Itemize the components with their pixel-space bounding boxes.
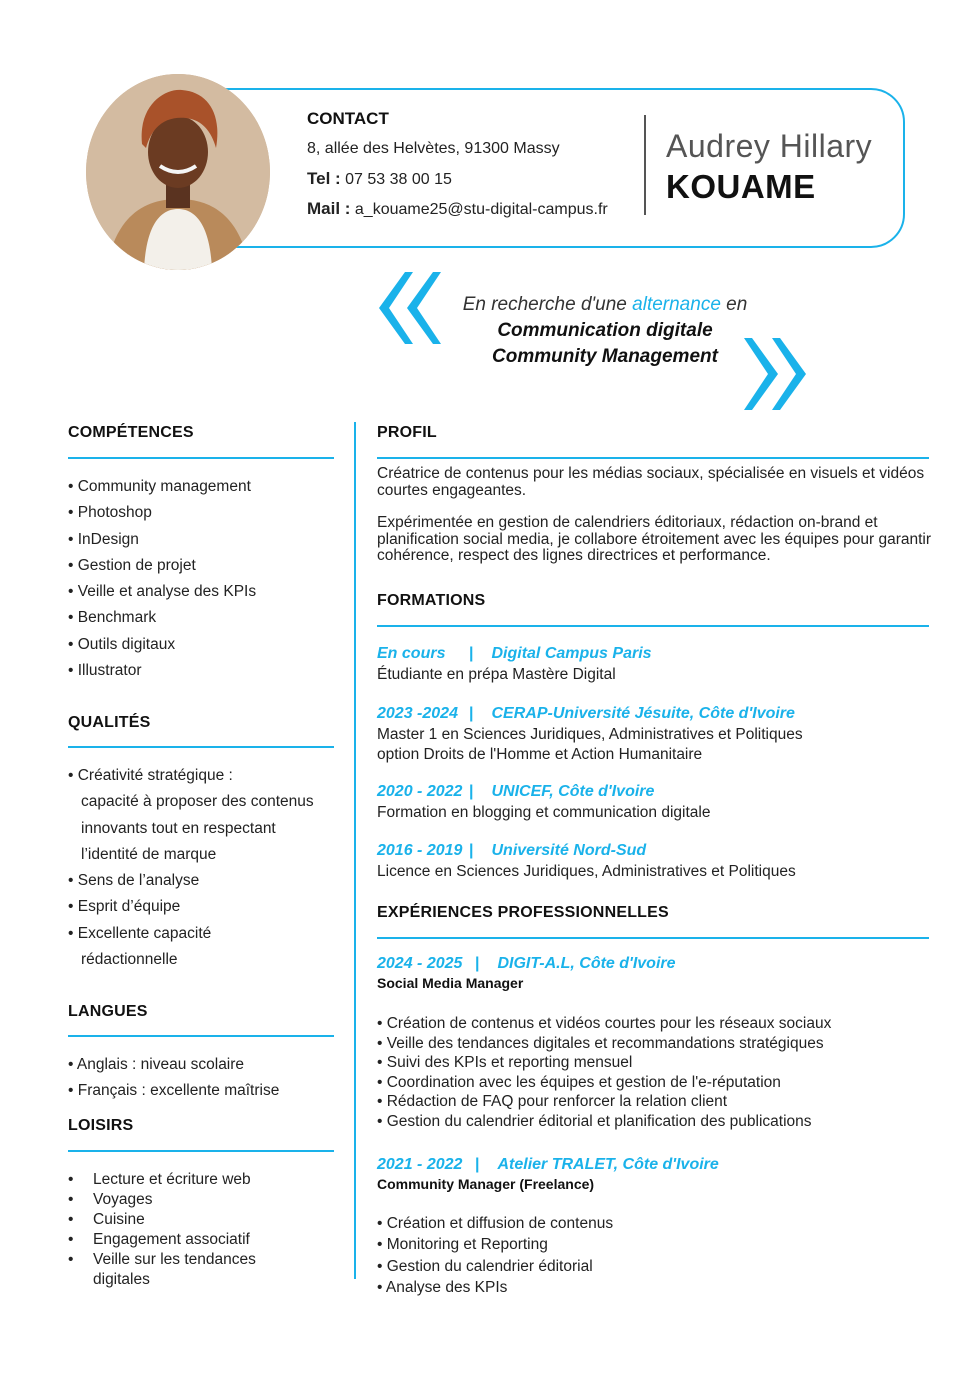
quote-accent: alternance <box>632 294 721 315</box>
section-rule <box>377 457 929 459</box>
profil-paragraph-1: Créatrice de contenus pour les médias sociaux, spécialisée en visuels et vidéos courtes engageantes. <box>377 465 925 499</box>
loisirs-list <box>68 1170 348 1290</box>
formation-line: option Droits de l'Homme et Action Humanitaire <box>377 746 703 763</box>
list-item-continuation: rédactionnelle <box>81 951 178 969</box>
list-item: • Création et diffusion de contenus <box>377 1213 613 1234</box>
quote-line-1 <box>400 294 810 316</box>
section-rule <box>68 1035 334 1037</box>
list-item: • Esprit d’équipe <box>68 894 348 920</box>
formation-head: En cours | Digital Campus Paris <box>377 645 652 662</box>
experience-date: 2021 - 2022 <box>377 1156 463 1173</box>
list-item: • Suivi des KPIs et reporting mensuel <box>377 1053 831 1073</box>
section-rule <box>68 746 334 748</box>
list-item: • Community management <box>68 474 348 500</box>
column-divider <box>354 422 356 1279</box>
list-item: • Gestion du calendrier éditorial <box>377 1256 613 1277</box>
contact-address: 8, allée des Helvètes, 91300 Massy <box>307 140 560 157</box>
experience-company: Atelier TRALET, Côte d'Ivoire <box>497 1156 719 1173</box>
quote-line-3: Community Management <box>492 346 718 367</box>
competences-title: COMPÉTENCES <box>68 424 194 441</box>
list-item: • Illustrator <box>68 658 348 684</box>
formation-school: CERAP-Université Jésuite, Côte d'Ivoire <box>491 705 795 722</box>
formation-school: UNICEF, Côte d'Ivoire <box>491 783 655 800</box>
contact-phone <box>307 169 452 189</box>
list-item: • Sens de l’analyse <box>68 868 348 894</box>
experiences-title: EXPÉRIENCES PROFESSIONNELLES <box>377 904 669 921</box>
list-item: • Créativité stratégique : <box>68 763 348 789</box>
list-item: • Photoshop <box>68 500 348 526</box>
list-item: • Gestion du calendrier éditorial et planification des publications <box>377 1112 831 1132</box>
list-item: • Outils digitaux <box>68 632 348 658</box>
experience-bullets <box>377 1014 831 1132</box>
quote-line-2: Communication digitale <box>497 320 713 341</box>
list-item: • Engagement associatif <box>68 1230 348 1250</box>
experience-date: 2024 - 2025 <box>377 955 463 972</box>
mail-value[interactable]: a_kouame25@stu-digital-campus.fr <box>354 201 608 218</box>
experience-role: Social Media Manager <box>377 975 524 991</box>
experience-head: 2021 - 2022 | Atelier TRALET, Côte d'Ivoire <box>377 1156 719 1173</box>
list-item: • Monitoring et Reporting <box>377 1234 613 1255</box>
formation-head: 2023 -2024 | CERAP-Université Jésuite, Côte d'Ivoire <box>377 705 795 722</box>
formations-title: FORMATIONS <box>377 592 486 609</box>
list-item: • Cuisine <box>68 1210 348 1230</box>
list-item: • Gestion de projet <box>68 553 348 579</box>
list-item: • Français : excellente maîtrise <box>68 1078 348 1104</box>
formation-line: Licence en Sciences Juridiques, Administratives et Politiques <box>377 863 796 880</box>
list-item: • Veille et analyse des KPIs <box>68 579 348 605</box>
qualites-title: QUALITÉS <box>68 714 151 731</box>
mail-label: Mail : <box>307 199 351 218</box>
list-item: • Anglais : niveau scolaire <box>68 1052 348 1078</box>
langues-list <box>68 1052 348 1105</box>
section-rule <box>377 937 929 939</box>
profil-paragraph-2: Expérimentée en gestion de calendriers éditoriaux, rédaction on-brand et planification social media, je collabore étroitement avec les équipes pour garantir cohérence, respect des lignes directrices et performance. <box>377 514 932 564</box>
last-name: KOUAME <box>666 168 816 205</box>
list-item: • Coordination avec les équipes et gestion de l'e-réputation <box>377 1073 831 1093</box>
formation-line: Master 1 en Sciences Juridiques, Administratives et Politiques <box>377 726 803 743</box>
first-name: Audrey Hillary <box>666 128 873 164</box>
quote-text: En recherche d'une <box>462 294 633 315</box>
profile-photo <box>86 74 270 270</box>
formation-date: 2020 - 2022 <box>377 783 463 800</box>
contact-mail <box>307 199 608 219</box>
formation-school: Digital Campus Paris <box>491 645 652 662</box>
formation-head: 2016 - 2019 | Université Nord-Sud <box>377 842 647 859</box>
experience-company: DIGIT-A.L, Côte d'Ivoire <box>497 955 676 972</box>
experience-head: 2024 - 2025 | DIGIT-A.L, Côte d'Ivoire <box>377 955 676 972</box>
quote-text: en <box>720 294 748 315</box>
list-item: • Lecture et écriture web <box>68 1170 348 1190</box>
formation-date: 2016 - 2019 <box>377 842 463 859</box>
experience-bullets <box>377 1213 613 1298</box>
phone-value[interactable]: 07 53 38 00 15 <box>345 171 452 188</box>
formation-head: 2020 - 2022 | UNICEF, Côte d'Ivoire <box>377 783 655 800</box>
list-item: • Analyse des KPIs <box>377 1277 613 1298</box>
list-item: • Rédaction de FAQ pour renforcer la relation client <box>377 1092 831 1112</box>
list-item: • InDesign <box>68 527 348 553</box>
list-item: • Veille des tendances digitales et recommandations stratégiques <box>377 1034 831 1054</box>
list-item: • Voyages <box>68 1190 348 1210</box>
list-item: • Excellente capacité <box>68 921 348 947</box>
langues-title: LANGUES <box>68 1003 148 1020</box>
section-rule <box>377 625 929 627</box>
formation-date: 2023 -2024 <box>377 705 458 722</box>
formation-line: Formation en blogging et communication digitale <box>377 804 711 821</box>
list-item-continuation: digitales <box>93 1271 150 1288</box>
section-rule <box>68 457 334 459</box>
list-item: • Benchmark <box>68 605 348 631</box>
section-rule <box>68 1150 334 1152</box>
list-item: • Veille sur les tendances <box>68 1250 348 1270</box>
list-item-continuation: innovants tout en respectant <box>81 819 276 837</box>
list-item: • Création de contenus et vidéos courtes pour les réseaux sociaux <box>377 1014 831 1034</box>
qualites-list <box>68 763 348 973</box>
formation-school: Université Nord-Sud <box>491 842 647 859</box>
profil-title: PROFIL <box>377 424 437 441</box>
list-item-continuation: capacité à proposer des contenus <box>81 793 314 811</box>
loisirs-title: LOISIRS <box>68 1117 134 1134</box>
formation-date: En cours <box>377 645 446 662</box>
formation-line: Étudiante en prépa Mastère Digital <box>377 666 616 683</box>
experience-role: Community Manager (Freelance) <box>377 1176 595 1192</box>
phone-label: Tel : <box>307 169 341 188</box>
competences-list <box>68 474 348 684</box>
contact-title: CONTACT <box>307 109 389 128</box>
header-separator <box>644 115 646 215</box>
list-item-continuation: l’identité de marque <box>81 845 217 863</box>
